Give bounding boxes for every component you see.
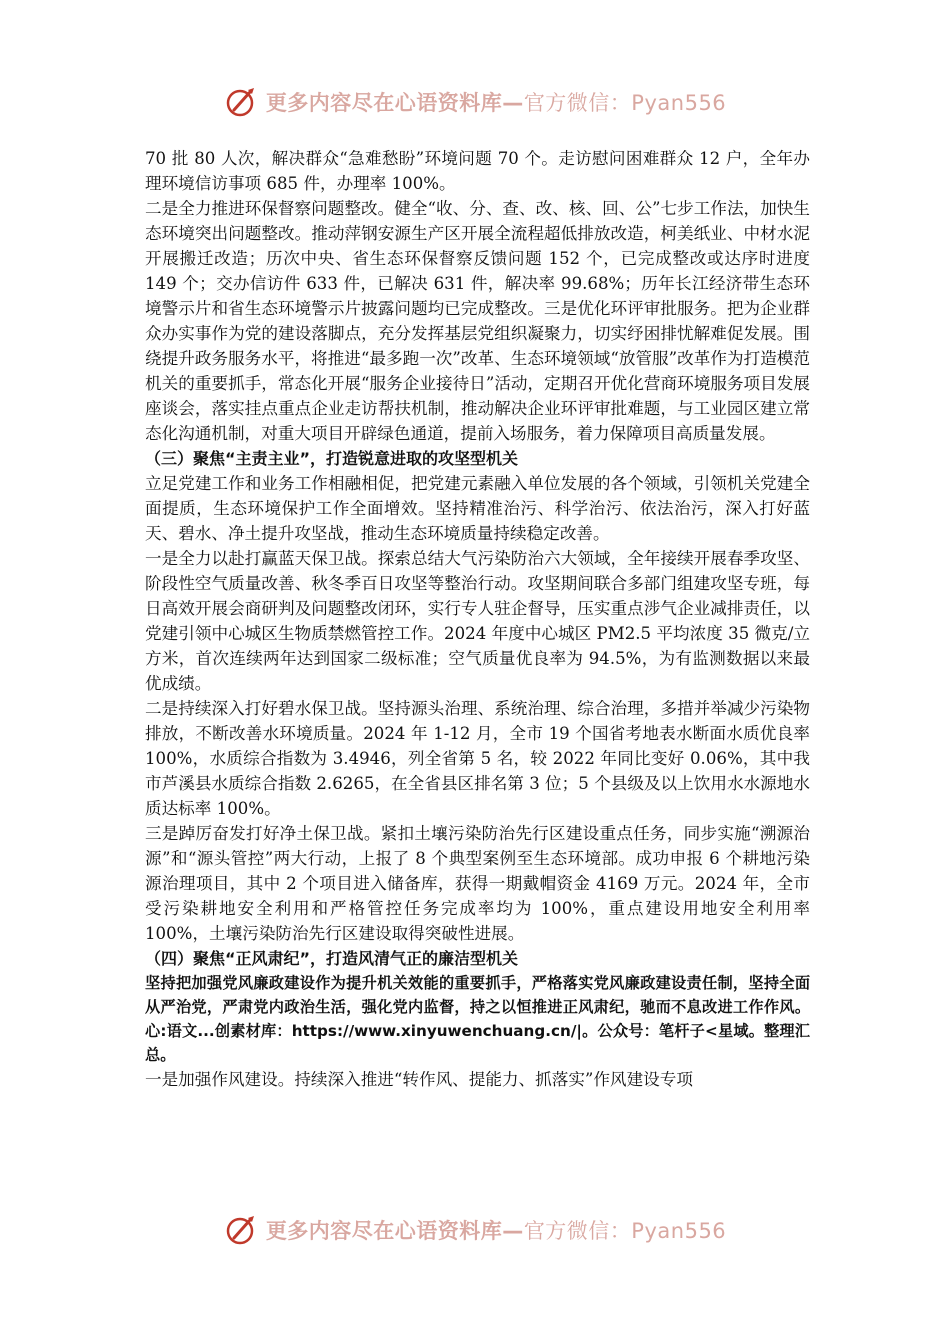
banner-wechat: 官方微信：Pyan556 bbox=[523, 91, 727, 115]
paragraph: 70 批 80 人次，解决群众“急难愁盼”环境问题 70 个。走访慰问困难群众 12 户，全年办理环境信访事项 685 件，办理率 100%。 bbox=[145, 149, 810, 193]
paragraph: 一是全力以赴打赢蓝天保卫战。探索总结大气污染防治六大领域，全年接续开展春季攻坚、阶段性空气质量改善、秋冬季百日攻坚等整治行动。攻坚期间联合多部门组建攻坚专班，每日高效开展会商研判及问题整改闭环，实行专人驻企督导，压实重点涉气企业减排责任，以党建引领中心城区生物质禁燃管控工作。2024 年度中心城区 PM2.5 平均浓度 35 微克/立方米，首次连续两年达到国家二级标准；空气质量优良率为 94.5%，为有监测数据以来最优成绩。 bbox=[145, 549, 810, 693]
footer-banner bbox=[0, 1208, 950, 1252]
logo-icon bbox=[224, 1212, 260, 1248]
banner-title: 更多内容尽在心语资料库— bbox=[265, 91, 524, 115]
document-body bbox=[145, 146, 810, 1092]
header-banner bbox=[0, 80, 950, 124]
banner-text bbox=[266, 87, 726, 117]
banner-text bbox=[266, 1215, 726, 1245]
paragraph: 三是踔厉奋发打好净土保卫战。紧扣土壤污染防治先行区建设重点任务，同步实施“溯源治源”和“源头管控”两大行动，上报了 8 个典型案例至生态环境部。成功申报 6 个耕地污染源治理项目，其中 2 个项目进入储备库，获得一期戴帽资金 4169 万元。2024 年，全市受污染耕地安全利用和严格管控任务完成率均为 100%，重点建设用地安全利用率 100%，土壤污染防治先行区建设取得突破性进展。 bbox=[145, 824, 810, 943]
paragraph: 一是加强作风建设。持续深入推进“转作风、提能力、抓落实”作风建设专项 bbox=[145, 1070, 693, 1089]
banner-title: 更多内容尽在心语资料库— bbox=[265, 1219, 524, 1243]
paragraph: 二是全力推进环保督察问题整改。健全“收、分、查、改、核、回、公”七步工作法，加快生态环境突出问题整改。推动萍钢安源生产区开展全流程超低排放改造，柯美纸业、中材水泥开展搬迁改造；历次中央、省生态环保督察反馈问题 152 个，已完成整改或达序时进度 149 个；交办信访件 633 件，已解决 631 件，解决率 99.68%；历年长江经济带生态环境警示片和省生态环境警示片披露问题均已完成整改。三是优化环评审批服务。把为企业群众办实事作为党的建设落脚点，充分发挥基层党组织凝聚力，切实纾困排忧解难促发展。围绕提升政务服务水平，将推进“最多跑一次”改革、生态环境领域“放管服”改革作为打造模范机关的重要抓手，常态化开展“服务企业接待日”活动，定期召开优化营商环境服务项目发展座谈会，落实挂点重点企业走访帮扶机制，推动解决企业环评审批难题，与工业园区建立常态化沟通机制，对重大项目开辟绿色通道，提前入场服务，着力保障项目高质量发展。 bbox=[145, 199, 810, 443]
paragraph: 立足党建工作和业务工作相融相促，把党建元素融入单位发展的各个领域，引领机关党建全面提质，生态环境保护工作全面增效。坚持精准治污、科学治污、依法治污，深入打好蓝天、碧水、净土提升攻坚战，推动生态环境质量持续稳定改善。 bbox=[145, 474, 810, 543]
section-heading: （三）聚焦“主责主业”，打造锐意进取的攻坚型机关 bbox=[145, 449, 519, 468]
banner-wechat: 官方微信：Pyan556 bbox=[523, 1219, 727, 1243]
paragraph: 二是持续深入打好碧水保卫战。坚持源头治理、系统治理、综合治理，多措并举减少污染物排放，不断改善水环境质量。2024 年 1-12 月，全市 19 个国省考地表水断面水质优良率 100%，水质综合指数为 3.4946，列全省第 5 名，较 2022 年同比变好 0.06%，其中我市芦溪县水质综合指数 2.6265，在全省县区排名第 3 位；5 个县级及以上饮用水水源地水质达标率 100%。 bbox=[145, 699, 810, 818]
paragraph: 坚持把加强党风廉政建设作为提升机关效能的重要抓手，严格落实党风廉政建设责任制，坚持全面从严治党，严肃党内政治生活，强化党内监督，持之以恒推进正风肃纪，驰而不息改进工作作风。心:语文...创素材库：https://www.xinyuwenchuang.cn/|。公众号：笔杆子<星域。整理汇总。 bbox=[145, 974, 810, 1064]
logo-icon bbox=[224, 84, 260, 120]
section-heading: （四）聚焦“正风肃纪”，打造风清气正的廉洁型机关 bbox=[145, 949, 519, 968]
